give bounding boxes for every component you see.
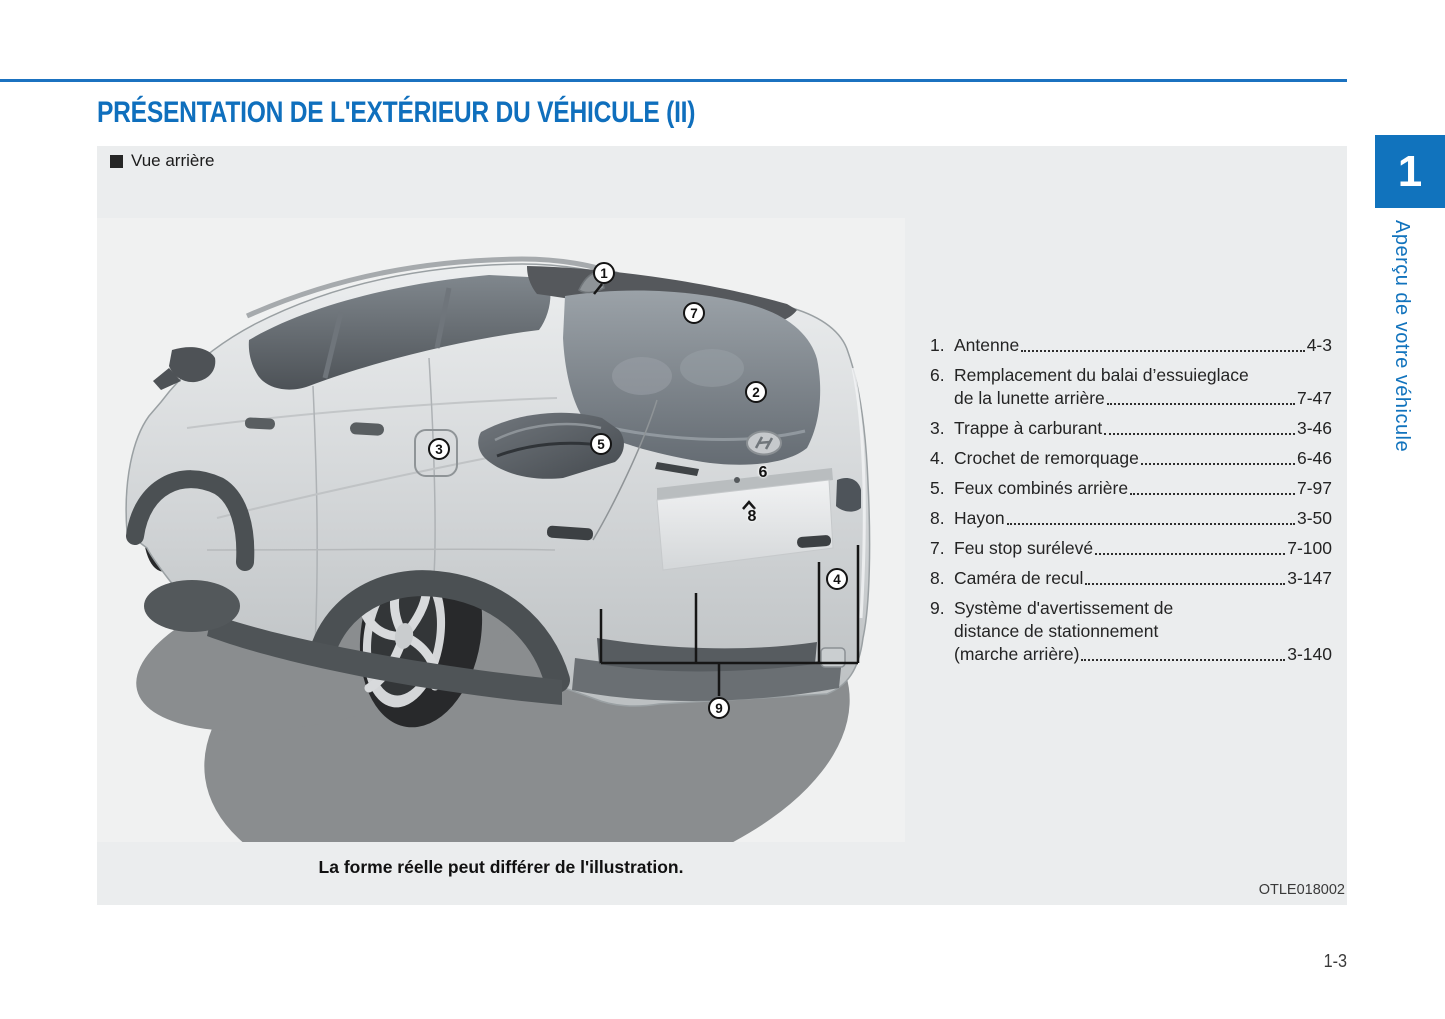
page-reference: 3-147 xyxy=(1287,568,1332,588)
parts-list-item: 9. Système d'avertissement de distance de stationnement (marche arrière) 3-140 xyxy=(930,598,1332,664)
leader-dots xyxy=(1021,350,1305,352)
callout-4: 4 xyxy=(826,568,848,590)
page-reference: 4-3 xyxy=(1306,335,1332,355)
callout-3: 3 xyxy=(428,438,450,460)
leader-dots xyxy=(1081,659,1285,661)
chapter-tab xyxy=(1375,135,1445,208)
parts-list-item: 1. Antenne 4-3 xyxy=(930,335,1332,355)
page-title: PRÉSENTATION DE L'EXTÉRIEUR DU VÉHICULE (II) xyxy=(97,96,696,129)
page-reference: 7-47 xyxy=(1296,388,1332,408)
page-reference: 7-97 xyxy=(1296,478,1332,498)
parts-list-item: 3. Trappe à carburant 3-46 xyxy=(930,418,1332,438)
callout-9: 9 xyxy=(708,697,730,719)
figure-code: OTLE018002 xyxy=(1258,882,1345,898)
figure-caption: La forme réelle peut différer de l'illustration. xyxy=(318,857,684,877)
page-reference: 3-46 xyxy=(1296,418,1332,438)
vehicle-rear-view-illustration xyxy=(97,218,905,842)
page-reference: 6-46 xyxy=(1296,448,1332,468)
callout-2: 2 xyxy=(745,381,767,403)
page-reference: 3-50 xyxy=(1296,508,1332,528)
content-panel xyxy=(97,146,1347,905)
parts-list-item: 6. Remplacement du balai d’essuieglace de la lunette arrière 7-47 xyxy=(930,365,1332,408)
leader-dots xyxy=(1107,403,1295,405)
leader-dots xyxy=(1130,493,1295,495)
callout-1: 1 xyxy=(593,262,615,284)
page-reference: 7-100 xyxy=(1287,538,1332,558)
section-label-text: Vue arrière xyxy=(131,151,215,170)
leader-dots xyxy=(1141,463,1295,465)
page-reference: 3-140 xyxy=(1287,644,1332,664)
leader-dots xyxy=(1104,433,1295,435)
section-label xyxy=(110,151,214,171)
callout-8: 8 xyxy=(747,508,757,525)
leader-dots xyxy=(1085,583,1285,585)
section-marker-icon xyxy=(110,155,123,168)
callout-7: 7 xyxy=(683,302,705,324)
callout-6: 6 xyxy=(758,464,768,481)
chapter-tab-number: 1 xyxy=(1397,146,1423,196)
chapter-title-vertical: Aperçu de votre véhicule xyxy=(1391,220,1413,453)
leader-dots xyxy=(1007,523,1295,525)
parts-list xyxy=(930,334,1332,673)
top-rule xyxy=(0,79,1347,82)
page-number: 1-3 xyxy=(1323,951,1347,971)
parts-list-item: 7. Feu stop surélevé 7-100 xyxy=(930,538,1332,558)
parts-list-item: 8. Caméra de recul 3-147 xyxy=(930,568,1332,588)
parts-list-item: 5. Feux combinés arrière 7-97 xyxy=(930,478,1332,498)
callout-5: 5 xyxy=(590,433,612,455)
leader-dots xyxy=(1095,553,1285,555)
parts-list-item: 8. Hayon 3-50 xyxy=(930,508,1332,528)
vehicle-figure xyxy=(97,218,905,842)
parts-list-item: 4. Crochet de remorquage 6-46 xyxy=(930,448,1332,468)
